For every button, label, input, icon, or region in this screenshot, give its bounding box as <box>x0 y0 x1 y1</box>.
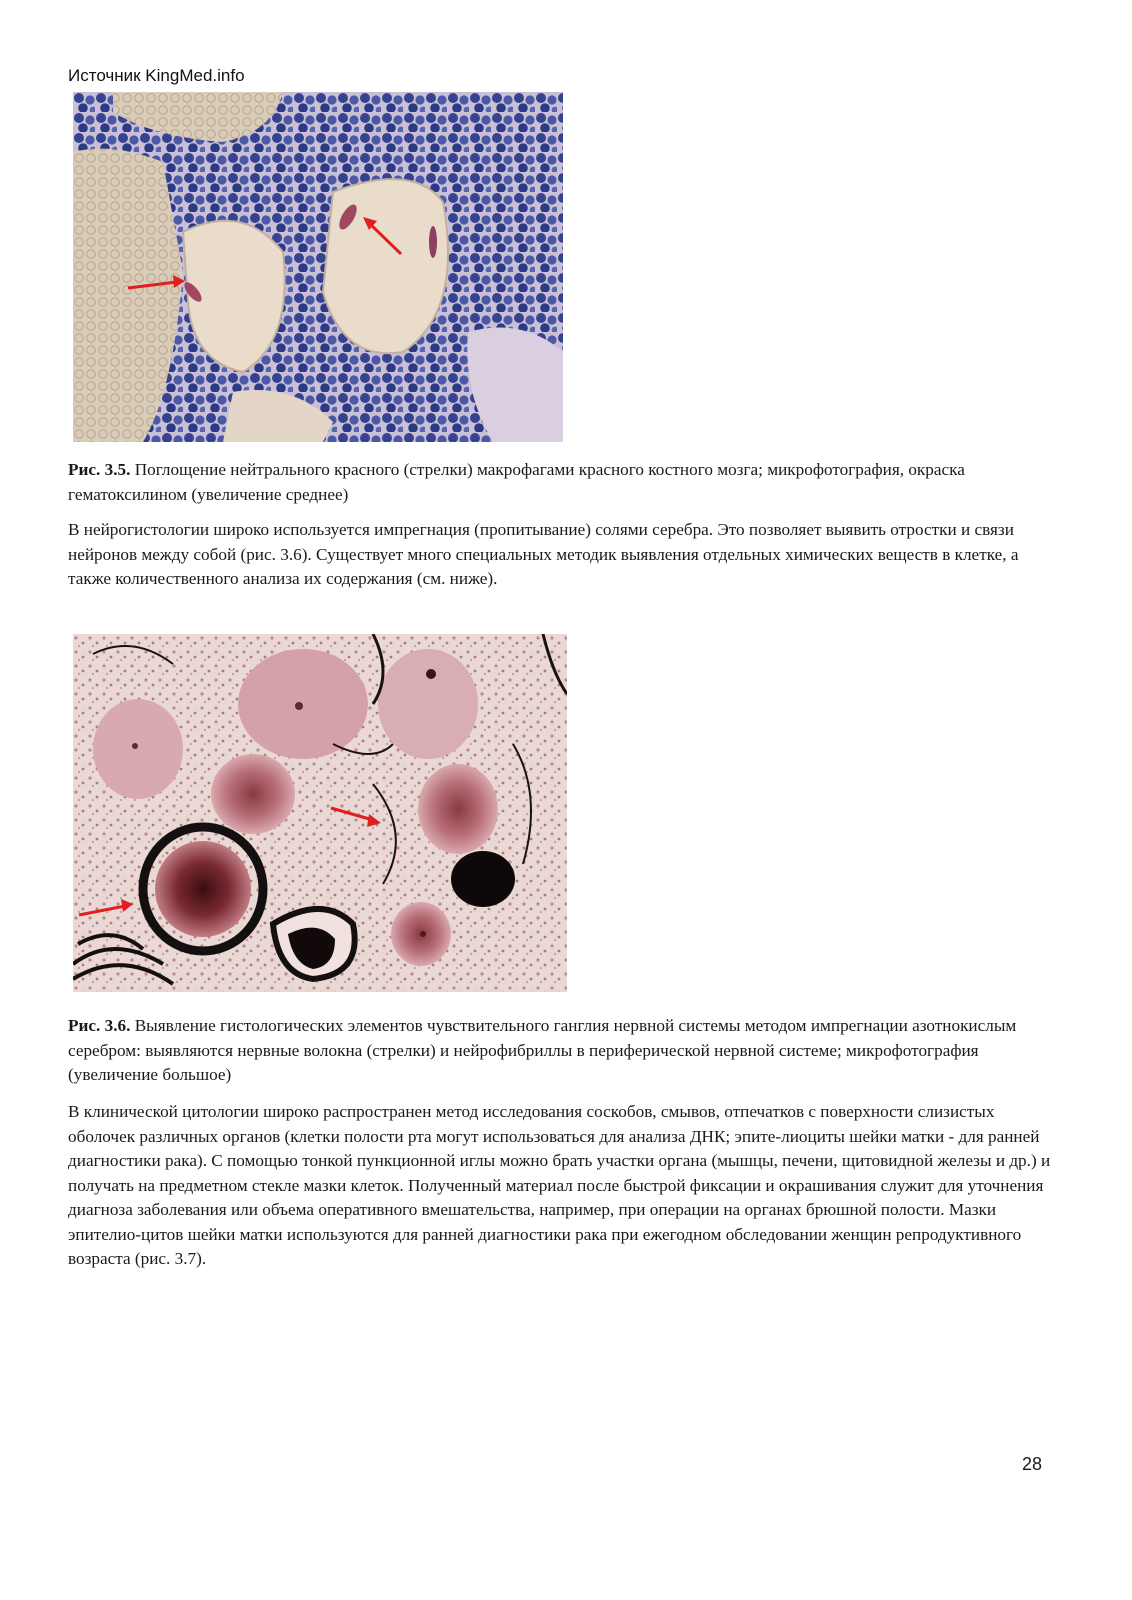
paragraph: В нейрогистологии широко используется импрегнация (пропитывание) солями серебра. Это позволяет выявить отростки и связи нейронов между собой (рис. 3.6). Существует много специальных методик выявления отдельных химических веществ в клетке, а также количественного анализа их содержания (см. ниже). <box>68 520 1019 588</box>
figure-3-5-caption <box>68 458 1058 507</box>
page-number: 28 <box>1022 1454 1043 1474</box>
figure-3-6-micrograph <box>73 634 567 992</box>
figure-caption-text: Поглощение нейтрального красного (стрелки) макрофагами красного костного мозга; микрофотография, окраска гематоксилином (увеличение среднее) <box>68 460 965 504</box>
bone-marrow-image <box>73 92 563 442</box>
figure-caption-text: Выявление гистологических элементов чувствительного ганглия нервной системы методом импрегнации азотнокислым серебром: выявляются нервные волокна (стрелки) и нейрофибриллы в периферической нервной системе; микрофотография (увеличение большое) <box>68 1016 1017 1084</box>
paragraph: В клинической цитологии широко распространен метод исследования соскобов, смывов, отпечатков с поверхности слизистых оболочек различных органов (клетки полости рта могут использоваться для анализа ДНК; эпите-лиоциты шейки матки - для ранней диагностики рака). С помощью тонкой пункционной иглы можно брать участки органа (мышцы, печени, щитовидной железы и др.) и получать на предметном стекле мазки клеток. Полученный материал после быстрой фиксации и окрашивания служит для уточнения диагноза заболевания или объема оперативного вмешательства, например, при операции на органах брюшной полости. Мазки эпителио-цитов шейки матки используются для ранней диагностики рака при ежегодном обследовании женщин репродуктивного возраста (рис. 3.7). <box>68 1102 1051 1268</box>
figure-3-5-micrograph <box>73 92 563 442</box>
figure-label: Рис. 3.5. <box>68 460 131 479</box>
figure-label: Рис. 3.6. <box>68 1016 131 1035</box>
source-header: Источник KingMed.info <box>68 66 245 85</box>
figure-3-6-caption <box>68 1014 1058 1088</box>
ganglion-image <box>73 634 567 992</box>
